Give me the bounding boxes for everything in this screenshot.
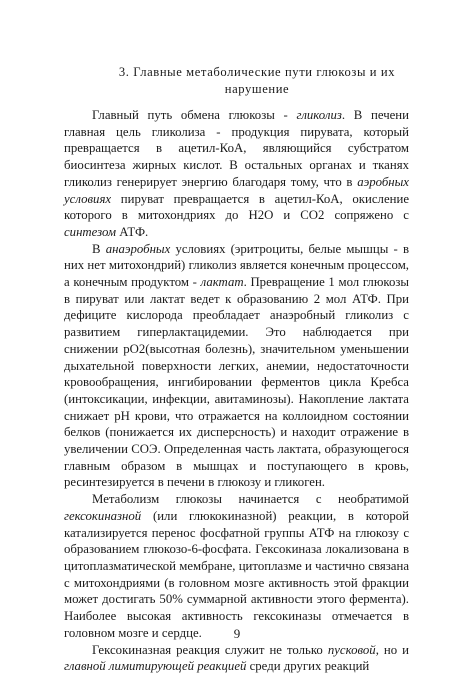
italic-term: главной лимитирующей реакцией: [64, 659, 247, 674]
paragraph-hexokinase: [64, 491, 409, 641]
text-run: В: [92, 241, 106, 256]
italic-term: анаэробных: [105, 241, 171, 256]
text-run: . В печени главная цель гликолиза - продукция пирувата, который превращается в ацетил-КоА, являющийся субстратом биосинтеза жирных кислот. В остальных органах и тканях гликолиз генерирует энергию благодаря тому, что в: [64, 108, 410, 189]
text-run: (или глюкокиназной) реакции, в которой катализируется перенос фосфатной группы АТФ на глюкозу с образованием глюкозо-6-фосфата. Гексокиназа локализована в цитоплазматической мембране, цитоплазме и частично связана с митохондриями (в головном мозге активность этой фракции может достигать 50% суммарной активности этого фермента). Наиболее высокая активность гексокиназы отмечается в головном мозге и сердце.: [64, 508, 409, 640]
italic-term: аэробных условиях: [64, 174, 409, 206]
section-heading: [40, 64, 474, 98]
section-heading-line-2: нарушение: [224, 82, 290, 96]
paragraph-hexokinase-reaction: [64, 642, 409, 675]
text-run: среди других реакций: [246, 659, 370, 674]
italic-term: лактат: [200, 275, 244, 290]
text-run: пируват превращается в ацетил-КоА, окисление которого в митохондриях до Н2О и СО2 сопряжено с: [64, 191, 409, 223]
text-run: . Превращение 1 мол глюкозы в пируват или лактат ведет к образованию 2 мол АТФ. При дефиците кислорода преобладает анаэробный гликолиз с развитием гиперлактацидемии. Это наблюдается при снижении рО2(высотная болезнь), значительном уменьшении дыхательной поверхности легких, анемии, недостаточности кровообращения, ингибировании ферментов цикла Кребса (интоксикации, инфекции, авитаминозы). Накопление лактата снижает рН крови, что отражается на коллоидном состоянии белков (понижается их дисперсность) и находит отражение в увеличении СОЭ. Определенная часть лактата, образующегося главным образом в мышцах и поступающего в кровь, ресинтезируется в печени в глюкозу и гликоген.: [64, 275, 409, 490]
text-run: , но и: [375, 642, 409, 657]
page-number: 9: [233, 626, 241, 641]
text-run: Метаболизм глюкозы начинается с необратимой: [92, 492, 409, 507]
italic-term: синтезом: [64, 224, 117, 239]
text-run: условиях (эритроциты, белые мышцы - в них нет митохондрий) гликолиз является конечным процессом, а конечным продуктом -: [64, 241, 409, 290]
italic-term: гликолиз: [296, 108, 342, 122]
text-run: Главный путь обмена глюкозы -: [92, 108, 297, 122]
paragraph-glycolysis-main: [64, 107, 409, 241]
section-heading-line-1: 3. Главные метаболические пути глюкозы и их: [118, 65, 396, 79]
italic-term: пусковой: [327, 642, 376, 657]
italic-term: гексокиназной: [64, 508, 142, 523]
text-run: АТФ.: [116, 224, 149, 239]
paragraph-anaerobic: [64, 241, 409, 492]
body-text: [64, 107, 409, 675]
text-run: Гексокиназная реакция служит не только: [92, 642, 328, 657]
